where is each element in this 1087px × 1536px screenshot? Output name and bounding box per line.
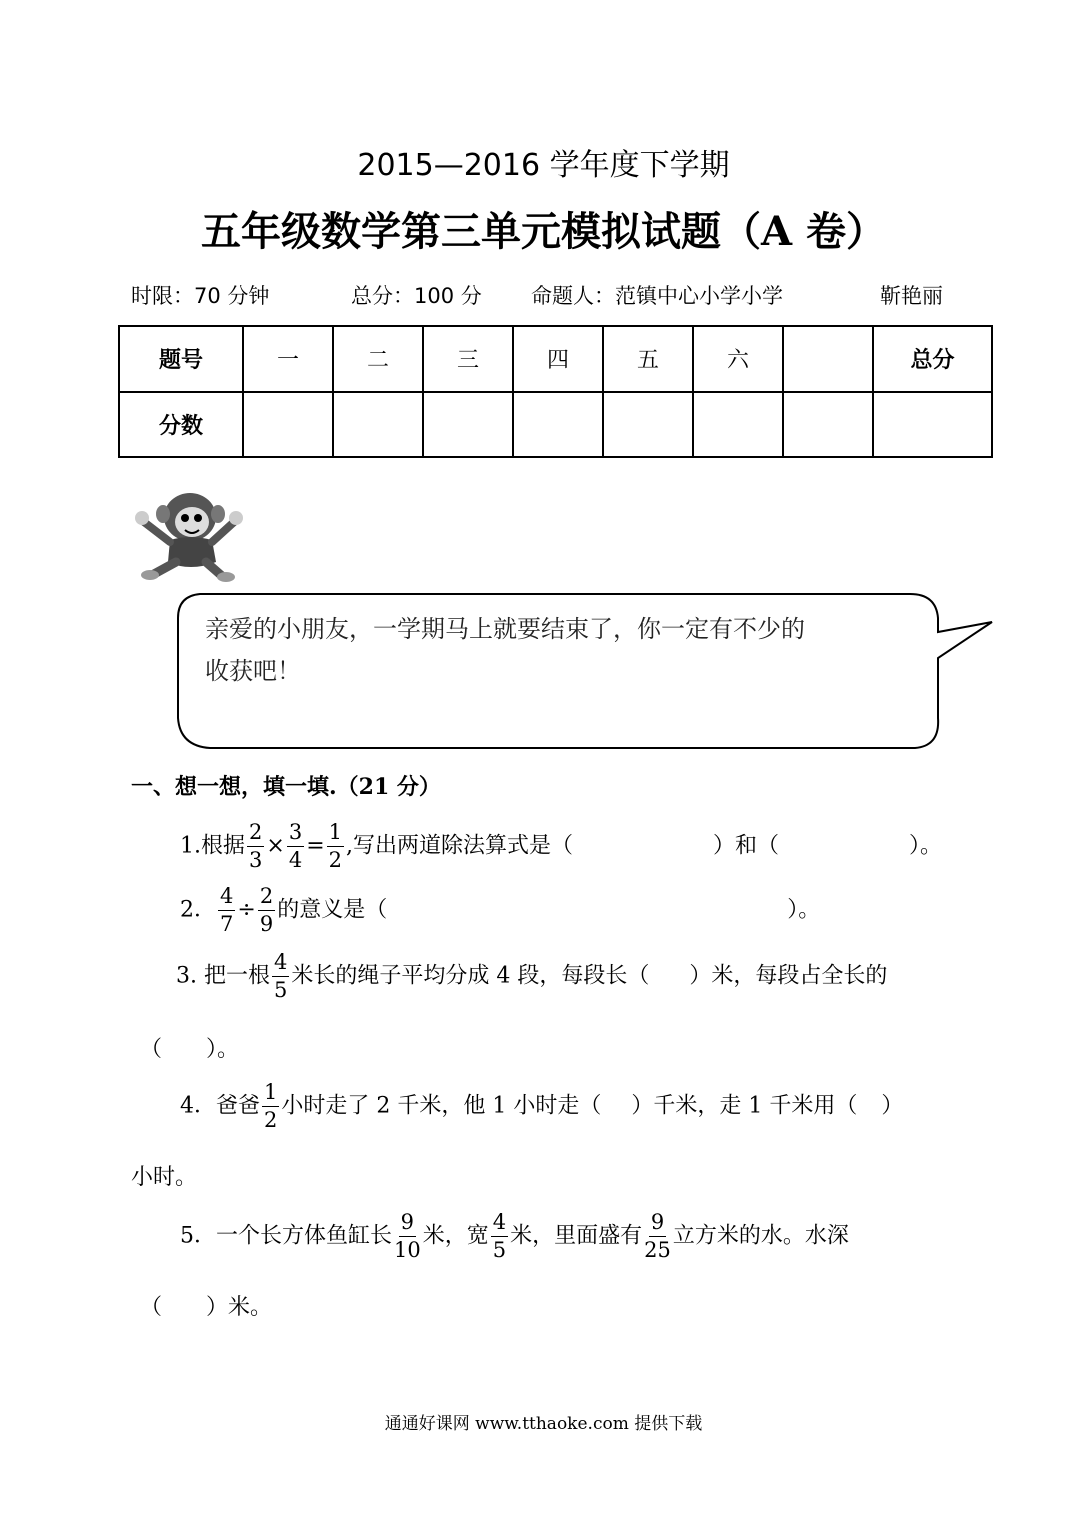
numerator: 4: [491, 1212, 508, 1237]
q2-text: 的意义是（: [277, 897, 388, 923]
denominator: 5: [273, 978, 288, 1002]
section-1-heading: 一、想一想，填一填.（21 分）: [131, 774, 441, 800]
cell-q2: 二: [333, 326, 423, 392]
table-row: [119, 326, 992, 392]
numerator: 4: [218, 886, 235, 911]
total-score: 总分：100 分: [351, 284, 482, 308]
q2-end: ）。: [787, 897, 821, 923]
numerator: 1: [262, 1082, 279, 1107]
q3-mid: ）米，每段占全长的: [689, 963, 888, 989]
fraction: [258, 886, 275, 935]
bubble-message: [205, 608, 925, 692]
q3-prefix: 3. 把一根: [176, 963, 270, 989]
score-input-cell[interactable]: [513, 392, 603, 458]
score-input-cell[interactable]: [693, 392, 783, 458]
denominator: 2: [264, 1108, 278, 1132]
fraction: [394, 1212, 421, 1261]
question-2: [180, 886, 820, 935]
q5-text-2: 米，里面盛有: [510, 1223, 643, 1249]
question-3-line-2: （ ）。: [140, 1037, 240, 1062]
denominator: 10: [394, 1238, 421, 1262]
cell-q7: [783, 326, 873, 392]
cell-q4: 四: [513, 326, 603, 392]
cell-q5: 五: [603, 326, 693, 392]
equals-sign: =: [306, 833, 325, 859]
cell-q6: 六: [693, 326, 783, 392]
denominator: 5: [492, 1238, 507, 1262]
score-input-cell[interactable]: [243, 392, 333, 458]
numerator: 1: [327, 822, 344, 847]
score-input-cell[interactable]: [603, 392, 693, 458]
monkey-mascot-icon: [130, 482, 245, 582]
denominator: 7: [220, 912, 234, 936]
bubble-line-2: 收获吧！: [205, 657, 301, 685]
score-input-cell[interactable]: [333, 392, 423, 458]
q5-prefix: 5．一个长方体鱼缸长: [180, 1223, 392, 1249]
fraction: [247, 822, 264, 871]
exam-title: 五年级数学第三单元模拟试题（A 卷）: [201, 208, 886, 255]
score-input-cell[interactable]: [873, 392, 992, 458]
numerator: 3: [287, 822, 304, 847]
divide-sign: ÷: [237, 897, 256, 923]
q5-text-3: 立方米的水。水深: [672, 1223, 849, 1249]
denominator: 2: [328, 848, 342, 872]
q1-text: ,写出两道除法算式是（: [346, 833, 573, 859]
question-5: [180, 1212, 849, 1261]
cell-question-number: 题号: [119, 326, 243, 392]
question-4-line-2: 小时。: [131, 1165, 198, 1190]
fraction: [491, 1212, 508, 1261]
cell-q3: 三: [423, 326, 513, 392]
times-sign: ×: [266, 833, 285, 859]
q4-mid: ）千米，走 1 千米用（: [631, 1093, 858, 1119]
fraction: [262, 1082, 279, 1131]
question-1: [180, 822, 942, 871]
q2-prefix: 2．: [180, 897, 216, 923]
denominator: 25: [644, 1238, 671, 1262]
numerator: 2: [247, 822, 264, 847]
exam-subtitle: 2015—2016 学年度下学期: [357, 148, 730, 183]
numerator: 9: [399, 1212, 416, 1237]
q3-text: 米长的绳子平均分成 4 段，每段长（: [291, 963, 650, 989]
numerator: 4: [272, 952, 289, 977]
question-4: [180, 1082, 903, 1131]
author-label: 命题人：范镇中心小学小学: [531, 284, 783, 308]
question-3: [176, 952, 887, 1001]
fraction: [218, 886, 235, 935]
q4-text: 小时走了 2 千米，他 1 小时走（: [281, 1093, 602, 1119]
denominator: 4: [288, 848, 303, 872]
fraction: [272, 952, 289, 1001]
q5-text-1: 米，宽: [422, 1223, 489, 1249]
page-footer: 通通好课网 www.tthaoke.com 提供下载: [384, 1414, 703, 1434]
author-name: 靳艳丽: [880, 284, 943, 308]
q1-prefix: 1.根据: [180, 833, 245, 859]
fraction: [287, 822, 304, 871]
time-limit: 时限：70 分钟: [131, 284, 270, 308]
numerator: 9: [649, 1212, 666, 1237]
denominator: 3: [249, 848, 263, 872]
q4-end: ）: [881, 1093, 904, 1119]
numerator: 2: [258, 886, 275, 911]
fraction: [327, 822, 344, 871]
cell-q1: 一: [243, 326, 333, 392]
cell-score-label: 分数: [119, 392, 243, 458]
fraction: [644, 1212, 671, 1261]
q1-end: ）。: [909, 833, 943, 859]
table-row: [119, 392, 992, 458]
cell-total: 总分: [873, 326, 992, 392]
score-input-cell[interactable]: [423, 392, 513, 458]
bubble-line-1: 亲爱的小朋友，一学期马上就要结束了，你一定有不少的: [205, 615, 805, 643]
question-5-line-2: （ ）米。: [140, 1295, 273, 1320]
score-input-cell[interactable]: [783, 392, 873, 458]
q4-prefix: 4．爸爸: [180, 1093, 260, 1119]
denominator: 9: [259, 912, 274, 936]
score-table: [118, 325, 993, 458]
q1-mid: ）和（: [713, 833, 780, 859]
